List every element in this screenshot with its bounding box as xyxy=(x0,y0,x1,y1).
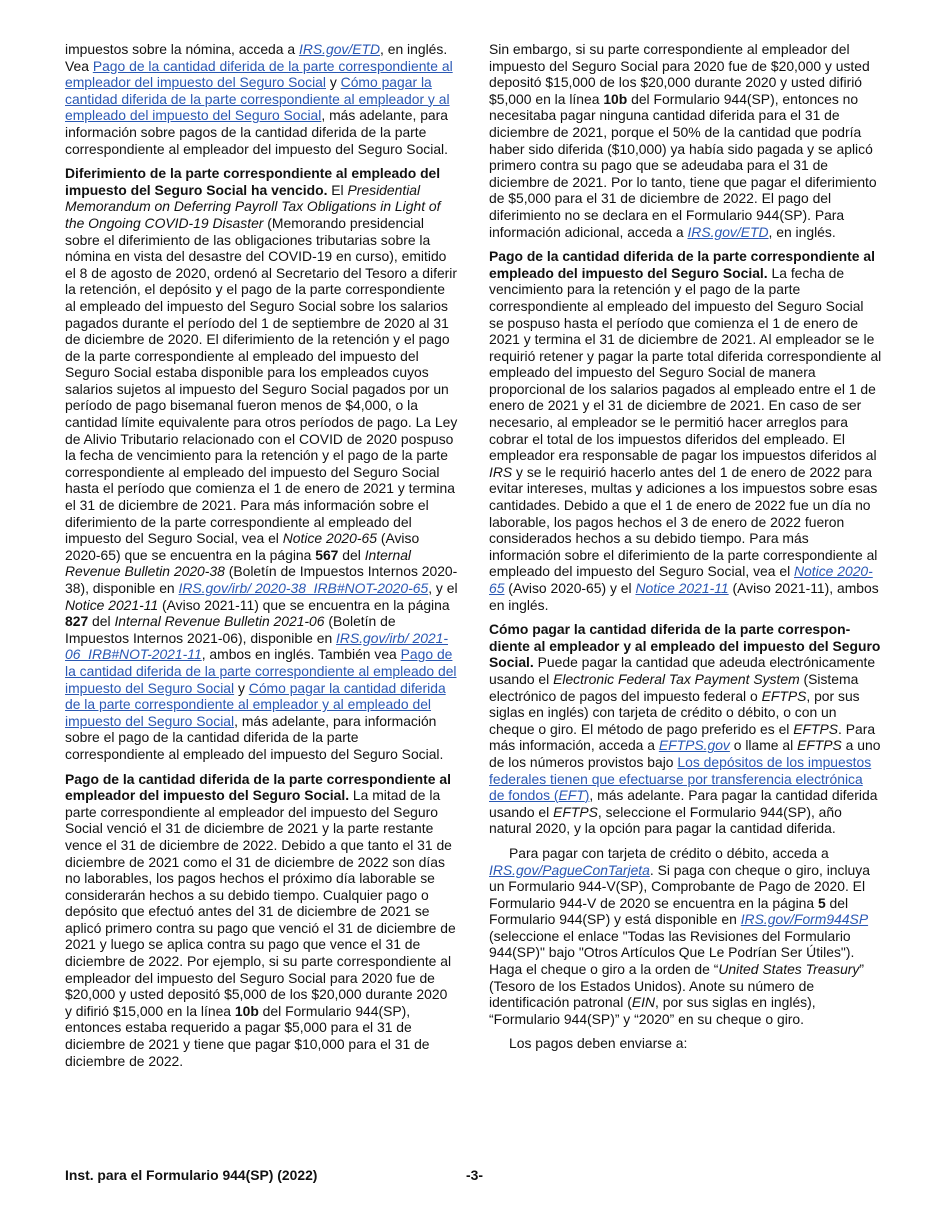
acronym: EIN xyxy=(631,994,656,1011)
text: Para pagar con tarjeta de crédito o débito, acceda a xyxy=(509,844,829,861)
page-number: 5 xyxy=(817,894,826,911)
text: (Boletín de Impuestos Internos 2020-38), disponible en xyxy=(65,563,458,596)
footer-title: Inst. para el Formulario 944(SP) (2022) xyxy=(65,1167,318,1183)
page-number: 827 xyxy=(65,613,89,630)
text: (Aviso 2020-65) y el xyxy=(504,580,636,596)
text: a uno de los números provistos bajo xyxy=(489,737,881,770)
agency-name: IRS xyxy=(489,463,513,480)
paragraph-employee-deferral-expired xyxy=(65,165,458,762)
text: , más adelante, para información sobre el pago de la cantidad diferida de la parte correspondiente al empleado del impuesto del Seguro Social. xyxy=(65,712,444,762)
acronym: EFTPS xyxy=(797,737,842,754)
text: o llame al xyxy=(729,737,798,754)
how-to-pay-deferral-link[interactable]: Cómo pagar la cantidad diferida de la parte correspondiente al empleador y al empleado del impuesto del Seguro Social xyxy=(65,679,446,729)
form-944sp-link[interactable]: IRS.gov/Form944SP xyxy=(740,911,869,928)
text: La fecha de vencimiento para la retención y el pago de la parte correspondiente al empleado del impuesto del Seguro Social se pospuso hasta el período que comienza el 1 de enero de 2021 y termina el 31 de diciembre de 2021. Al empleador se le requirió retener y pagar la parte total diferida correspondiente al empleado del impuesto del Seguro Social de manera proporcional de los salarios pagados al empleado entre el 1 de enero de 2021 y el 31 de diciembre de 2021. En caso de ser necesario, al empleador se le permitió hacer arreglos para cobrar el total de los impuestos diferidos del empleado. El empleador era responsable de pagar los impuestos diferidos al xyxy=(489,264,882,464)
paragraph-employer-deferral-payment xyxy=(65,771,458,1070)
acronym: EFTPS xyxy=(793,720,839,737)
eft-deposits-link[interactable]: Los depósitos de los impuestos federales tienen que efectuarse por transferencia electrónica de fondos (EFT) xyxy=(489,753,872,804)
section-heading: Pago de la cantidad diferida de la parte correspondiente al empleado del impuesto del Seguro Social. xyxy=(489,248,875,281)
bulletin-name: Internal Revenue Bulletin 2021-06 xyxy=(114,613,325,630)
page-number: 567 xyxy=(315,546,339,563)
line-number: 10b xyxy=(603,90,628,107)
text: Sin embargo, si su parte correspondiente al empleador del impuesto del Seguro Social para 2020 fue de $20,000 y usted depositó $15,000 de los $20,000 durante 2020 y usted difirió $5,000 en la línea xyxy=(489,41,870,107)
section-heading: Diferimiento de la parte correspondiente al empleado del impuesto del Seguro Social ha vencido. xyxy=(65,165,441,198)
text: , seleccione el Formulario 944(SP), año natural 2020, y la opción para pagar la cantidad diferida. xyxy=(489,803,842,837)
employee-deferral-payment-link[interactable]: Pago de la cantidad diferida de la parte correspondiente al empleado del impuesto del Seguro Social xyxy=(65,646,457,696)
section-heading: Cómo pagar la cantidad diferida de la parte correspondiente al empleador y al empleado del impuesto del Seguro Social. xyxy=(489,621,881,671)
text: y se le requirió hacerlo antes del 1 de enero de 2022 para evitar intereses, multas y adiciones a los impuestos sobre esas cantidades. Debido a que el 1 de enero de 2022 fue un día no laborable, los pagos hechos el 3 de enero de 2022 fueron considerados hechos a su debido tiempo. Para más información sobre el diferimiento de la parte correspondiente al empleado del impuesto del Seguro Social, vea el xyxy=(489,463,878,580)
text: y xyxy=(326,74,341,91)
pague-con-tarjeta-link[interactable]: IRS.gov/PagueConTarjeta xyxy=(489,861,650,878)
text: del Formulario 944(SP) y está disponible en xyxy=(489,894,849,928)
text: , más adelante, para información sobre pagos de la cantidad diferida de la parte correspondiente al empleador del impuesto del Seguro Social. xyxy=(65,107,449,157)
text: (Sistema electrónico de pagos del impuesto federal o xyxy=(489,670,859,704)
text: (Aviso 2021-11), ambos en inglés. xyxy=(489,580,879,613)
memo-title: Presidential Memorandum on Deferring Payroll Tax Obligations in Light of the Ongoing COVID-19 Disaster xyxy=(65,181,441,231)
irs-etd-link[interactable]: IRS.gov/ETD xyxy=(687,223,769,240)
text: (Aviso 2021-11) que se encuentra en la página xyxy=(158,596,450,613)
notice-2020-65-link[interactable]: Notice 2020-65 xyxy=(489,563,873,596)
text: del xyxy=(88,613,115,630)
text: , más adelante. Para pagar la cantidad diferida usando el xyxy=(489,787,878,820)
text: del Formulario 944(SP), entonces estaba requerido a pagar $5,000 para el 31 de diciembre de 2021 y tiene que pagar $10,000 para el 31 de diciembre de 2022. xyxy=(65,1002,430,1069)
text: , por sus siglas en inglés) con tarjeta de crédito o débito, o con un cheque o giro. El método de pago preferido es el xyxy=(489,687,860,737)
text: . Si paga con cheque o giro, incluya un Formulario 944-V(SP), Comprobante de Pago de 2020. El Formulario 944-V de 2020 se encuentra en la página xyxy=(489,861,870,911)
text: , en inglés. Vea xyxy=(65,41,448,74)
text: ” (Tesoro de los Estados Unidos). Anote su número de identificación patronal ( xyxy=(489,961,865,1011)
bulletin-name: Internal Revenue Bulletin 2020-38 xyxy=(65,546,412,580)
irb-2020-38-link[interactable]: IRS.gov/irb/ 2020-38_IRB#NOT-2020-65 xyxy=(178,580,429,596)
text: (Memorando presidencial sobre el diferimiento de las obligaciones tributarias sobre la nómina en vista del desastre del COVID-19 en curso), emitido el 8 de agosto de 2020, ordenó al Secretario del Tesoro a diferir la retención, el depósito y el pago de la parte correspondiente al empleado del impuesto del Seguro Social sobre los salarios pagados durante el período del 1 de septiembre de 2020 al 31 de diciembre de 2020. El diferimiento de la retención y el pago de la parte correspondiente al empleado del impuesto del Seguro Social estaba disponible para los empleados cuyos salarios sujetos al impuesto del Seguro Social pagados por un período de pago bisemanal fueron menos de $4,000, o la cantidad límite equivalente para otros períodos de pago. La Ley de Alivio Tributario relacionado con el COVID de 2020 pospuso la fecha de vencimiento para la retención y el pago de la parte correspondiente al empleado del impuesto del Seguro Social hasta el período que comienza el 1 de enero de 2021 y termina el 31 de diciembre de 2021. Para más información sobre el diferimiento de la parte correspondiente al empleado del impuesto del Seguro Social, vea el xyxy=(65,214,458,547)
text: (Aviso 2020-65) que se encuentra en la página xyxy=(65,530,420,563)
text: (Boletín de Impuestos Internos 2021-06), disponible en xyxy=(65,613,396,646)
text: Puede pagar la cantidad que adeuda electrónicamente usando el xyxy=(489,654,876,687)
paragraph-send-payments xyxy=(489,1035,882,1052)
paragraph-etd-reference xyxy=(65,41,458,157)
notice-name: Notice 2021-11 xyxy=(65,596,159,613)
line-number: 10b xyxy=(234,1002,259,1019)
payee-name: United States Treasury xyxy=(718,961,860,978)
system-name: Electronic Federal Tax Payment System xyxy=(553,670,800,687)
page-footer xyxy=(65,1167,885,1183)
text: del Formulario 944(SP), entonces no necesitaba pagar ninguna cantidad diferida para el 31 de diciembre de 2021, porque el 50% de la cantidad que podría haber sido diferida ($10,000) ya había sido pagada y se aplicó primero contra su pago que se adeudaba para el 31 de diciembre de 2021. Por lo tanto, tiene que pagar el diferimiento de $5,000 para el 31 de diciembre de 2022. El pago del diferimiento no se declara en el Formulario 944(SP). Para información adicional, acceda a xyxy=(489,90,877,240)
right-column xyxy=(489,41,882,1060)
eftps-gov-link[interactable]: EFTPS.gov xyxy=(658,737,730,754)
notice-name: Notice 2020-65 xyxy=(282,530,377,547)
text: , en inglés. xyxy=(768,223,836,240)
paragraph-deferral-example xyxy=(489,41,882,240)
paragraph-how-to-pay xyxy=(489,621,882,837)
acronym: EFTPS xyxy=(553,803,598,820)
irs-etd-link[interactable]: IRS.gov/ETD xyxy=(298,41,381,57)
paragraph-employee-deferral-payment xyxy=(489,248,882,613)
text: del xyxy=(338,546,365,563)
employer-deferral-payment-link[interactable]: Pago de la cantidad diferida de la parte correspondiente al empleador del impuesto del Seguro Social xyxy=(65,57,453,91)
notice-2021-11-link[interactable]: Notice 2021-11 xyxy=(635,580,729,596)
text: El xyxy=(327,181,348,198)
text: impuestos sobre la nómina, acceda a xyxy=(65,41,299,57)
acronym: EFTPS xyxy=(761,687,807,704)
text: Los pagos deben enviarse a: xyxy=(509,1035,688,1052)
text: , por sus siglas en inglés), “Formulario 944(SP)” y “2020” en su cheque o giro. xyxy=(489,994,816,1027)
text: , y el xyxy=(428,580,458,596)
text: (seleccione el enlace "Todas las Revisiones del Formulario 944(SP)" bajo "Otros Artículos Que Le Podrían Ser Útiles"). Haga el cheque o giro a la orden de “ xyxy=(489,927,855,978)
text: y xyxy=(234,679,249,696)
text: . Para más información, acceda a xyxy=(489,720,876,754)
text: La mitad de la parte correspondiente al empleador del impuesto del Seguro Social venció el 31 de diciembre de 2021 y la parte restante vence el 31 de diciembre de 2022. Debido a que tanto el 31 de diciembre de 2021 como el 31 de diciembre de 2022 son días no laborables, los pagos hechos el próximo día laborable se considerarán hechos a su debido tiempo. Cualquier pago o depósito que efectuó antes del 31 de diciembre de 2021 se aplicó primero contra su pago que venció el 31 de diciembre de 2021 y luego se aplica contra su pago que vence el 31 de diciembre de 2022. Por ejemplo, si su parte correspondiente al empleador del impuesto del Seguro Social para 2020 fue de $20,000 y usted depositó $5,000 de los $20,000 durante 2020 y difirió $15,000 en la línea xyxy=(65,787,456,1019)
how-to-pay-deferral-link[interactable]: Cómo pagar la cantidad diferida de la parte correspondiente al empleador y al empleado del impuesto del Seguro Social xyxy=(65,74,450,124)
section-heading: Pago de la cantidad diferida de la parte correspondiente al empleador del impuesto del Seguro Social. xyxy=(65,770,451,804)
footer-page-number: -3- xyxy=(466,1167,483,1183)
left-column xyxy=(65,41,458,1077)
irb-2021-06-link[interactable]: IRS.gov/irb/ 2021-06_IRB#NOT-2021-11 xyxy=(65,629,448,663)
paragraph-card-or-check-payment xyxy=(489,845,882,1028)
text: , ambos en inglés. También vea xyxy=(201,646,401,663)
